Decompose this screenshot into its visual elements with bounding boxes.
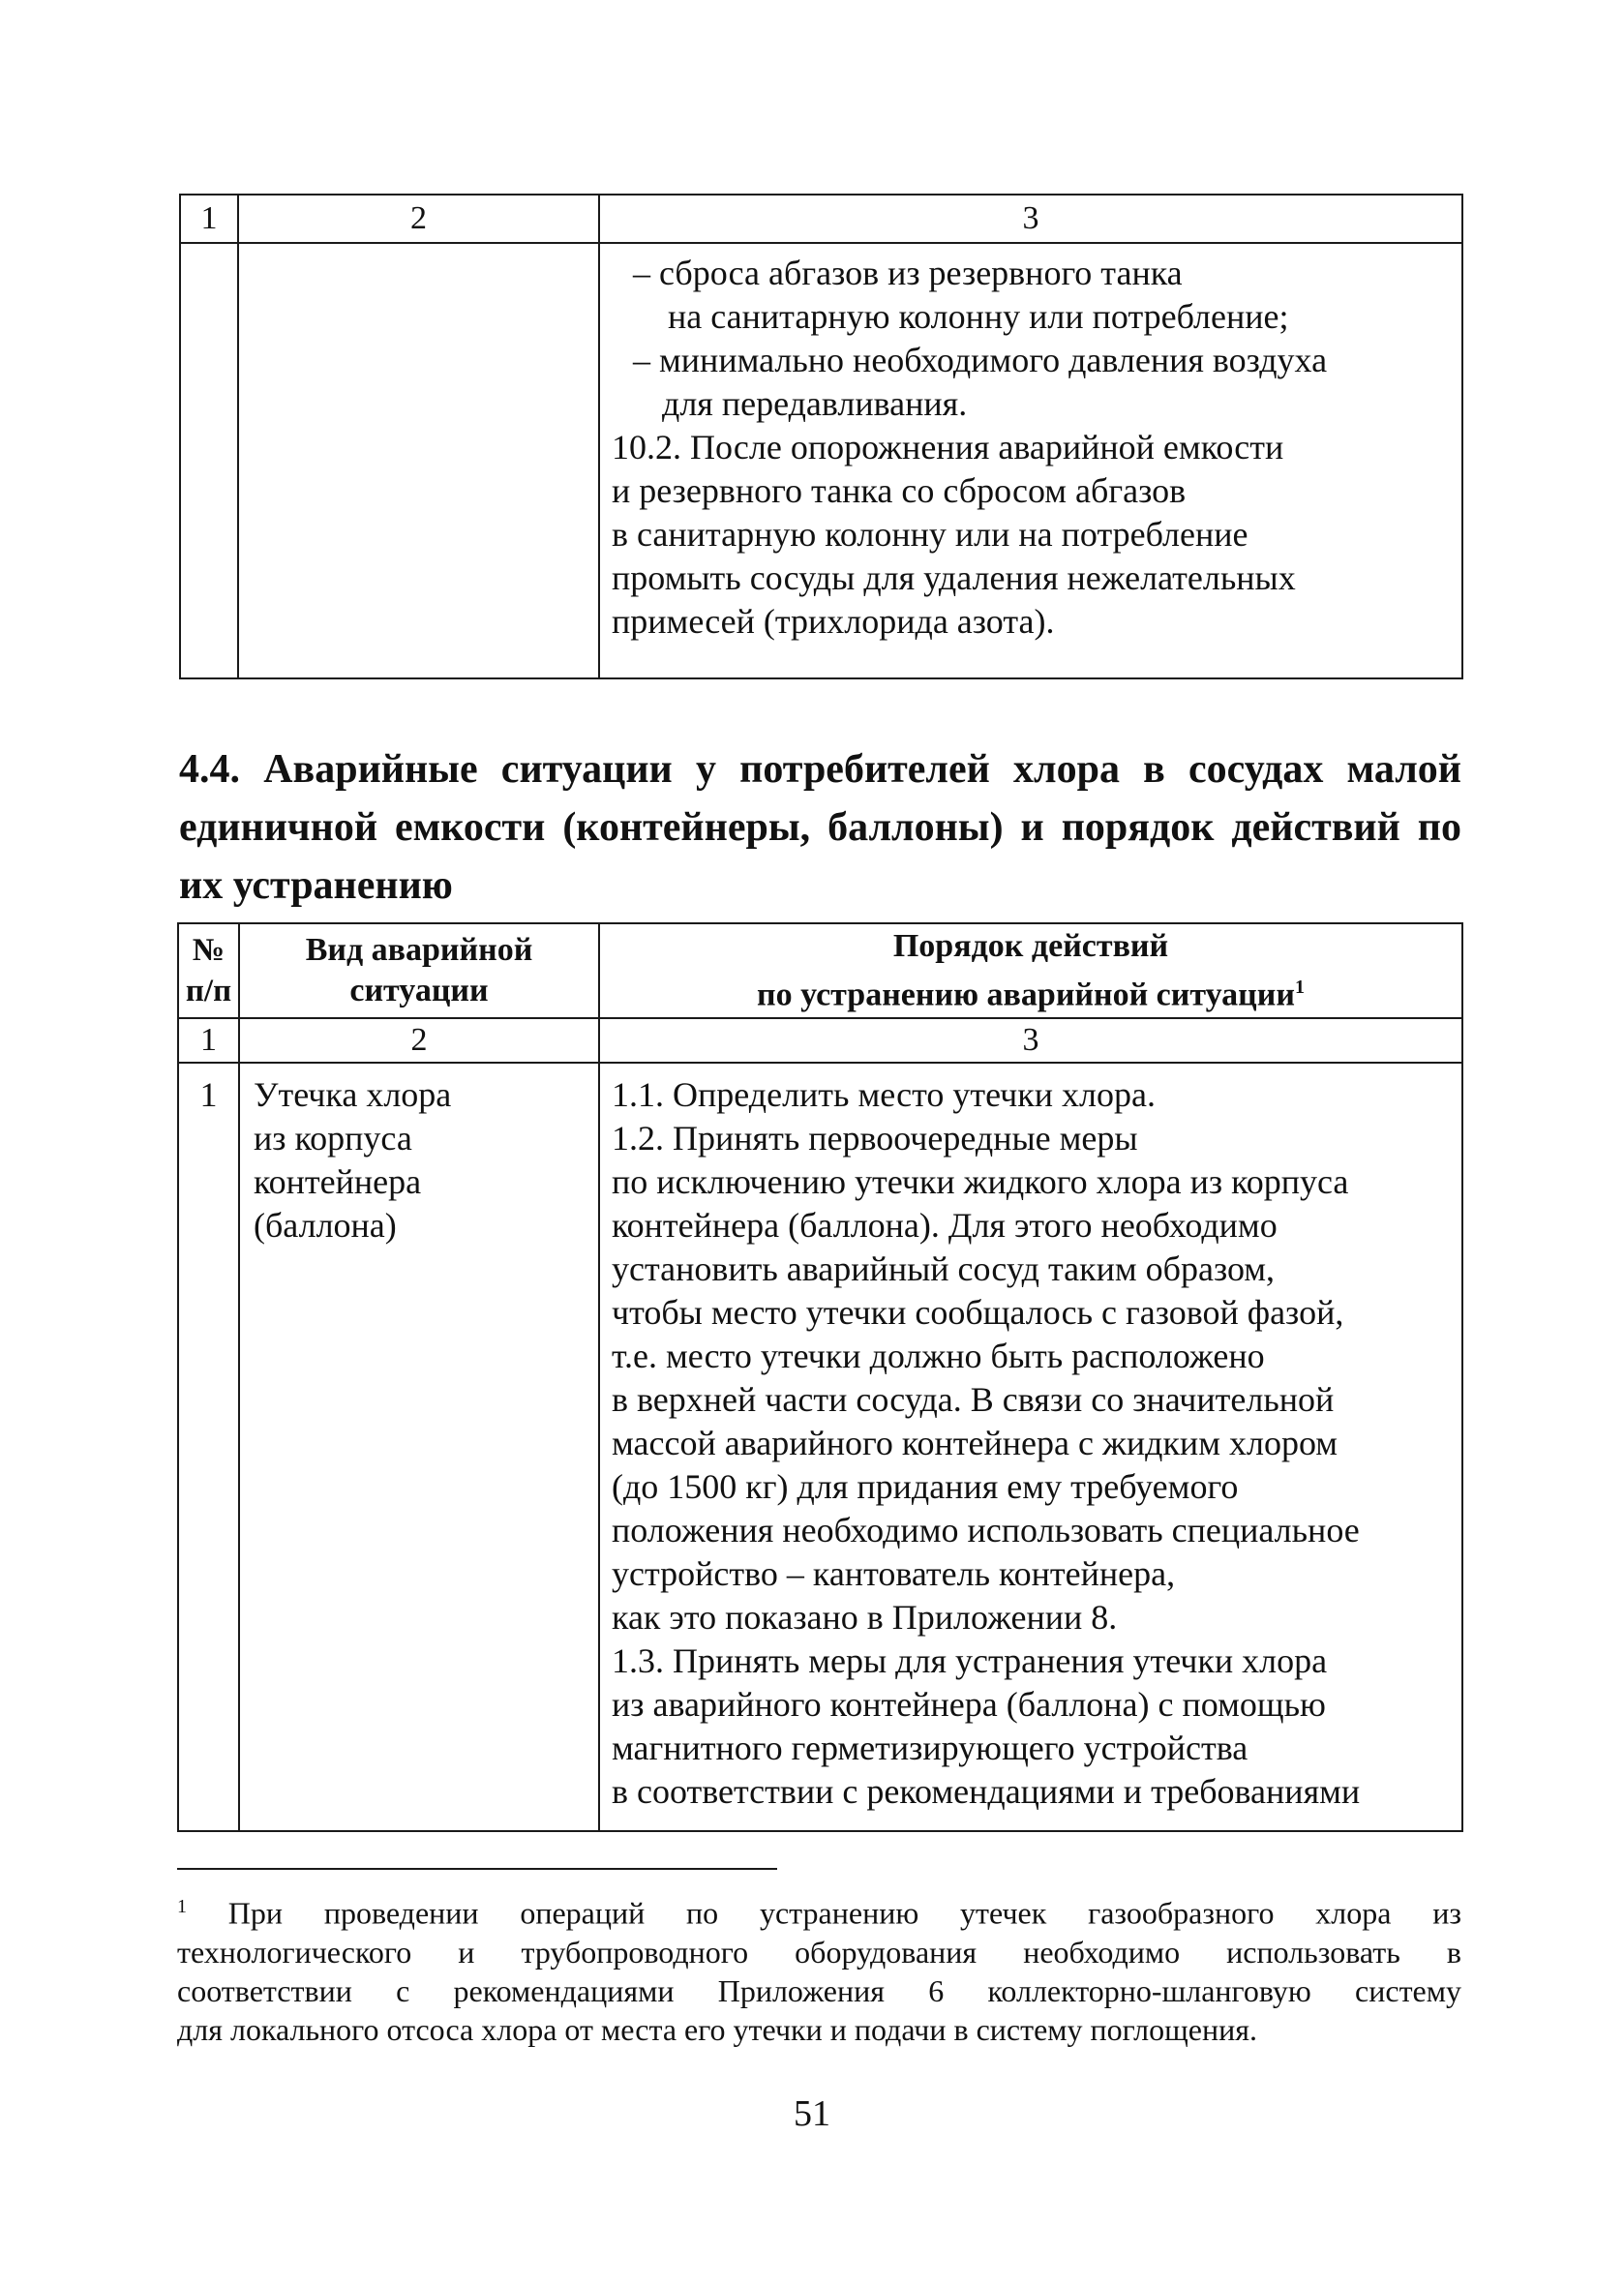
- footnote-line: для локального отсоса хлора от места его утечки и подачи в систему поглощения.: [177, 2011, 1257, 2047]
- text-line: примесей (трихлорида азота).: [612, 602, 1055, 641]
- text-line: в соответствии с рекомендациями и требованиями: [612, 1772, 1361, 1811]
- footnote-line: соответствии с рекомендациями Приложения 6 коллекторно-шланговую систему: [177, 1972, 1461, 2008]
- text-line: по исключению утечки жидкого хлора из корпуса: [612, 1162, 1349, 1201]
- text-line: как это показано в Приложении 8.: [612, 1598, 1118, 1637]
- text-line: для передавливания.: [662, 384, 968, 423]
- text-line: из аварийного контейнера (баллона) с помощью: [612, 1685, 1326, 1724]
- text-line: устройство – кантователь контейнера,: [612, 1554, 1176, 1593]
- text-line: промыть сосуды для удаления нежелательных: [612, 558, 1296, 597]
- text-line: магнитного герметизирующего устройства: [612, 1729, 1248, 1767]
- text-line: (до 1500 кг) для придания ему требуемого: [612, 1467, 1239, 1506]
- text-line: – сброса абгазов из резервного танка: [633, 254, 1183, 292]
- text-line: 10.2. После опорожнения аварийной емкости: [612, 428, 1284, 466]
- text-line: положения необходимо использовать специальное: [612, 1511, 1360, 1549]
- emergency-table: [177, 922, 1463, 1832]
- col-number-1: 1: [180, 195, 238, 243]
- empty-number-cell: [180, 243, 238, 678]
- footnote-mark: 1: [177, 1896, 187, 1917]
- col-number-3: 3: [599, 195, 1462, 243]
- header-number: № п/п: [178, 923, 239, 1018]
- text-line: т.е. место утечки должно быть расположено: [612, 1337, 1265, 1375]
- col-number-1: 1: [178, 1018, 239, 1063]
- empty-situation-cell: [238, 243, 599, 678]
- actions-cell: [599, 1063, 1462, 1831]
- continuation-actions-cell: [599, 243, 1462, 678]
- table-row: [178, 1063, 1462, 1831]
- text-line: – минимально необходимого давления воздуха: [633, 341, 1328, 379]
- footnote-line: технологического и трубопроводного оборудования необходимо использовать в: [177, 1934, 1461, 1970]
- text-line: в верхней части сосуда. В связи со значительной: [612, 1380, 1335, 1419]
- col-number-3: 3: [599, 1018, 1462, 1063]
- row-number: 1: [178, 1063, 239, 1831]
- text-line: 1.3. Принять меры для устранения утечки хлора: [612, 1641, 1328, 1680]
- col-number-2: 2: [239, 1018, 599, 1063]
- text-line: на санитарную колонну или потребление;: [668, 297, 1289, 336]
- text-line: и резервного танка со сбросом абгазов: [612, 471, 1187, 510]
- page-number: 51: [794, 2093, 830, 2134]
- text-line: чтобы место утечки сообщалось с газовой фазой,: [612, 1293, 1344, 1332]
- text-line: из корпуса: [254, 1119, 412, 1158]
- continuation-table: [179, 194, 1463, 679]
- table-header-row: [178, 923, 1462, 1018]
- text-line: контейнера: [254, 1162, 422, 1201]
- situation-cell: [239, 1063, 599, 1831]
- text-line: 1.2. Принять первоочередные меры: [612, 1119, 1138, 1158]
- footnote-divider: [177, 1868, 777, 1870]
- col-number-2: 2: [238, 195, 599, 243]
- text-line: контейнера (баллона). Для этого необходимо: [612, 1206, 1278, 1245]
- footnote-mark: 1: [1294, 976, 1305, 998]
- continuation-row: [180, 243, 1462, 678]
- text-line: Утечка хлора: [254, 1075, 452, 1114]
- footnote-line: $^1$ При проведении операций по устранению утечек газообразного хлора из: [177, 1895, 1461, 1931]
- text-line: установить аварийный сосуд таким образом,: [612, 1249, 1276, 1288]
- section-heading: 4.4. Аварийные ситуации у потребителей хлора в сосудах малой единичной емкости (контейнеры, баллоны) и порядок действий по их устранению: [179, 747, 1461, 908]
- header-situation: Вид аварийной ситуации: [239, 923, 599, 1018]
- column-number-row: [178, 1018, 1462, 1063]
- header-actions: Порядок действий по устранению аварийной ситуации$^1$: [599, 923, 1462, 1018]
- column-number-row: [180, 195, 1462, 243]
- text-line: 1.1. Определить место утечки хлора.: [612, 1075, 1156, 1114]
- text-line: массой аварийного контейнера с жидким хлором: [612, 1424, 1338, 1462]
- footnote: [177, 1887, 1461, 2049]
- text-line: в санитарную колонну или на потребление: [612, 515, 1248, 554]
- text-line: (баллона): [254, 1206, 397, 1245]
